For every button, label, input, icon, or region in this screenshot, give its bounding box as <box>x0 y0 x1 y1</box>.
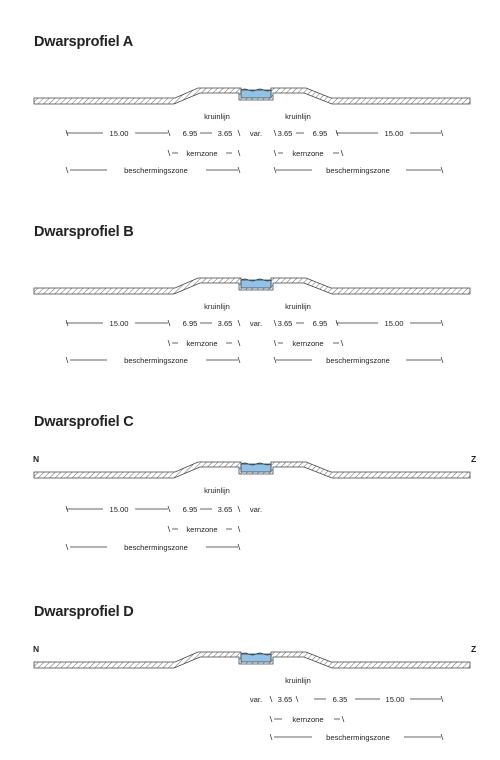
core-zone-left: kernzone <box>186 149 218 158</box>
waterway <box>241 463 271 472</box>
dim-right-outer: 15.00 <box>384 319 404 328</box>
protection-zone-left: beschermingszone <box>124 543 188 552</box>
south-label: Z <box>471 454 477 464</box>
north-label: N <box>33 454 40 464</box>
profile-a-diagram <box>0 0 500 190</box>
profile-title: Dwarsprofiel D <box>34 604 134 620</box>
crest-label-left: kruinlijn <box>204 112 230 121</box>
dim-center: var. <box>249 129 263 138</box>
core-zone-row <box>168 525 240 534</box>
south-label: Z <box>471 644 477 654</box>
dim-center: var. <box>249 505 263 514</box>
protection-zone-right: beschermingszone <box>326 166 390 175</box>
core-zone-left: kernzone <box>186 339 218 348</box>
waterway <box>241 653 271 662</box>
dim-right-inner: 3.65 <box>277 129 293 138</box>
dim-left-mid: 6.95 <box>182 129 198 138</box>
protection-zone-row <box>66 356 443 365</box>
north-label: N <box>33 644 40 654</box>
dim-right-inner: 3.65 <box>277 319 293 328</box>
profile-title: Dwarsprofiel A <box>34 34 133 50</box>
protection-zone-right: beschermingszone <box>326 356 390 365</box>
dimension-row <box>66 319 443 328</box>
dim-left-inner: 3.65 <box>217 319 233 328</box>
dimension-row <box>66 505 262 514</box>
dim-left-mid: 6.95 <box>182 505 198 514</box>
dim-center: var. <box>249 319 263 328</box>
dim-right-mid: 6.95 <box>312 129 328 138</box>
dimension-row <box>66 129 443 138</box>
profile-b-diagram <box>0 190 500 380</box>
dim-left-mid: 6.95 <box>182 319 198 328</box>
crest-label-left: kruinlijn <box>204 302 230 311</box>
crest-label-left: kruinlijn <box>204 486 230 495</box>
core-zone-left: kernzone <box>186 525 218 534</box>
core-zone-row <box>270 715 344 724</box>
dim-right-outer: 15.00 <box>384 129 404 138</box>
dim-left-outer: 15.00 <box>109 505 129 514</box>
core-zone-row <box>168 339 343 348</box>
dim-left-inner: 3.65 <box>217 129 233 138</box>
core-zone-right: kernzone <box>292 149 324 158</box>
protection-zone-row <box>66 166 443 175</box>
crest-label-right: kruinlijn <box>285 302 311 311</box>
profile-d-diagram <box>0 570 500 760</box>
protection-zone-left: beschermingszone <box>124 356 188 365</box>
dimension-row <box>250 695 443 704</box>
core-zone-right: kernzone <box>292 715 324 724</box>
profile-title: Dwarsprofiel B <box>34 224 134 240</box>
dim-right-mid: 6.95 <box>312 319 328 328</box>
dim-left-outer: 15.00 <box>109 129 129 138</box>
profile-title: Dwarsprofiel C <box>34 414 134 430</box>
profile-c-diagram <box>0 380 500 570</box>
core-zone-right: kernzone <box>292 339 324 348</box>
core-zone-row <box>168 149 343 158</box>
protection-zone-row <box>66 543 240 552</box>
dim-right-outer: 15.00 <box>385 695 405 704</box>
crest-label-right: kruinlijn <box>285 676 311 685</box>
dim-left-inner: 3.65 <box>217 505 233 514</box>
crest-label-right: kruinlijn <box>285 112 311 121</box>
dim-center: var. <box>249 695 263 704</box>
waterway <box>241 89 271 98</box>
dim-left-outer: 15.00 <box>109 319 129 328</box>
protection-zone-right: beschermingszone <box>326 733 390 742</box>
dim-right-mid: 6.35 <box>332 695 348 704</box>
dim-right-inner: 3.65 <box>277 695 293 704</box>
protection-zone-left: beschermingszone <box>124 166 188 175</box>
protection-zone-row <box>270 733 443 742</box>
waterway <box>241 279 271 288</box>
